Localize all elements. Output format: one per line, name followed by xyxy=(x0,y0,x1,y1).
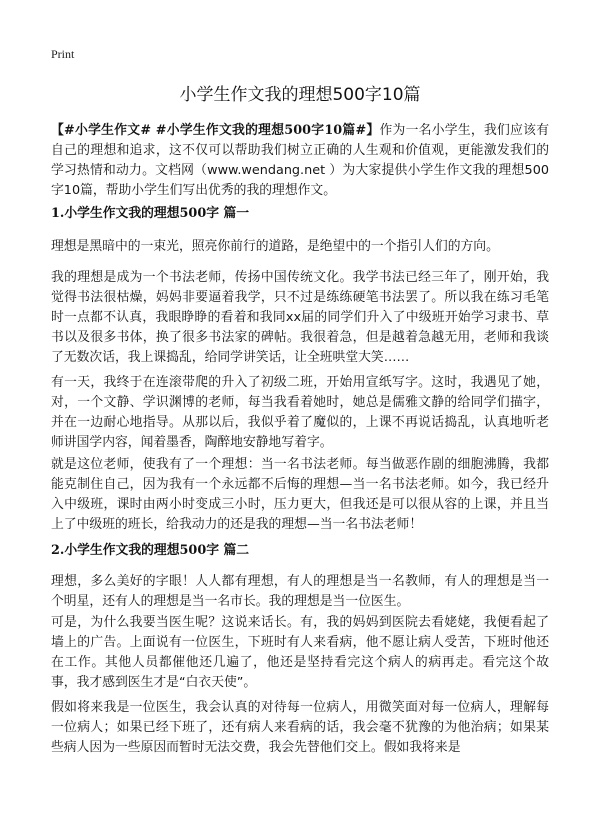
section-heading: 1.小学生作文我的理想500字 篇一 xyxy=(51,206,250,221)
intro-text: 作为一名小学生，我们应该有自己的理想和追求，这不仅可以帮助我们树立正确的人生观和价值观，更能激发我们的学习热情和动力。文档网（www.wendang.net ）为大家提供小学生作文我的理想500字10篇，帮助小学生们写出优秀的我的理想作文。 xyxy=(51,123,549,198)
paragraph: 有一天，我终于在连滚带爬的升入了初级二班，开始用宣纸写字。这时，我遇见了她，对，一个文静、学识渊博的老师，每当我看着她时，她总是儒雅文静的给同学们描字，并在一边耐心地指导。从那以后，我似乎着了魔似的，上课不再说话捣乱，认真地听老师讲国学内容，闻着墨香，陶醉地安静地写着字。 xyxy=(51,375,549,450)
paragraph: 假如将来我是一位医生，我会认真的对待每一位病人，用微笑面对每一位病人，理解每一位病人；如果已经下班了，还有病人来看病的话，我会毫不犹豫的为他治病；如果某些病人因为一些原因而暂时无法交费，我会先替他们交上。假如我将来是 xyxy=(51,700,549,755)
paragraph: 理想是黑暗中的一束光，照亮你前行的道路，是绝望中的一个指引人们的方向。 xyxy=(51,239,499,254)
paragraph: 就是这位老师，使我有了一个理想：当一名书法老师。每当做恶作剧的细胞沸腾，我都能克制住自己，因为我有一个永远都不后悔的理想—当一名书法老师。如今，我已经升入中级班，课时由两小时变成三小时，压力更大，但我还是可以很从容的上课，并且当上了中级班的班长，给我动力的还是我的理想—当一名书法老师！ xyxy=(51,457,549,532)
paragraph: 我的理想是成为一个书法老师，传扬中国传统文化。我学书法已经三年了，刚开始，我觉得书法很枯燥，妈妈非要逼着我学，只不过是练练硬笔书法罢了。所以我在练习毛笔时一点都不认真，我眼睁睁的看着和我同xx届的同学们升入了中级班开始学习隶书、草书以及很多书体，换了很多书法家的碑帖。我很着急，但是越着急越无用，老师和我谈了无数次话，我上课捣乱，给同学讲笑话，让全班哄堂大笑…… xyxy=(51,270,549,365)
intro-tag: 【#小学生作文# #小学生作文我的理想500字10篇#】 xyxy=(51,123,380,138)
document-title: 小学生作文我的理想500字10篇 xyxy=(179,85,421,105)
print-link[interactable]: Print xyxy=(51,47,75,61)
section-heading: 2.小学生作文我的理想500字 篇二 xyxy=(51,543,250,558)
paragraph: 可是，为什么我要当医生呢？这说来话长。有，我的妈妈到医院去看姥姥，我便看起了墙上的广告。上面说有一位医生，下班时有人来看病，他不愿让病人受苦，下班时他还在工作。其他人员都催他还几遍了，他还是坚持看完这个病人的病再走。看完这个故事，我才感到医生才是“白衣天使”。 xyxy=(51,615,549,690)
paragraph: 理想，多么美好的字眼！人人都有理想，有人的理想是当一名教师，有人的理想是当一个明星，还有人的理想是当一名市长。我的理想是当一位医生。 xyxy=(51,574,549,609)
intro-paragraph xyxy=(51,121,549,201)
